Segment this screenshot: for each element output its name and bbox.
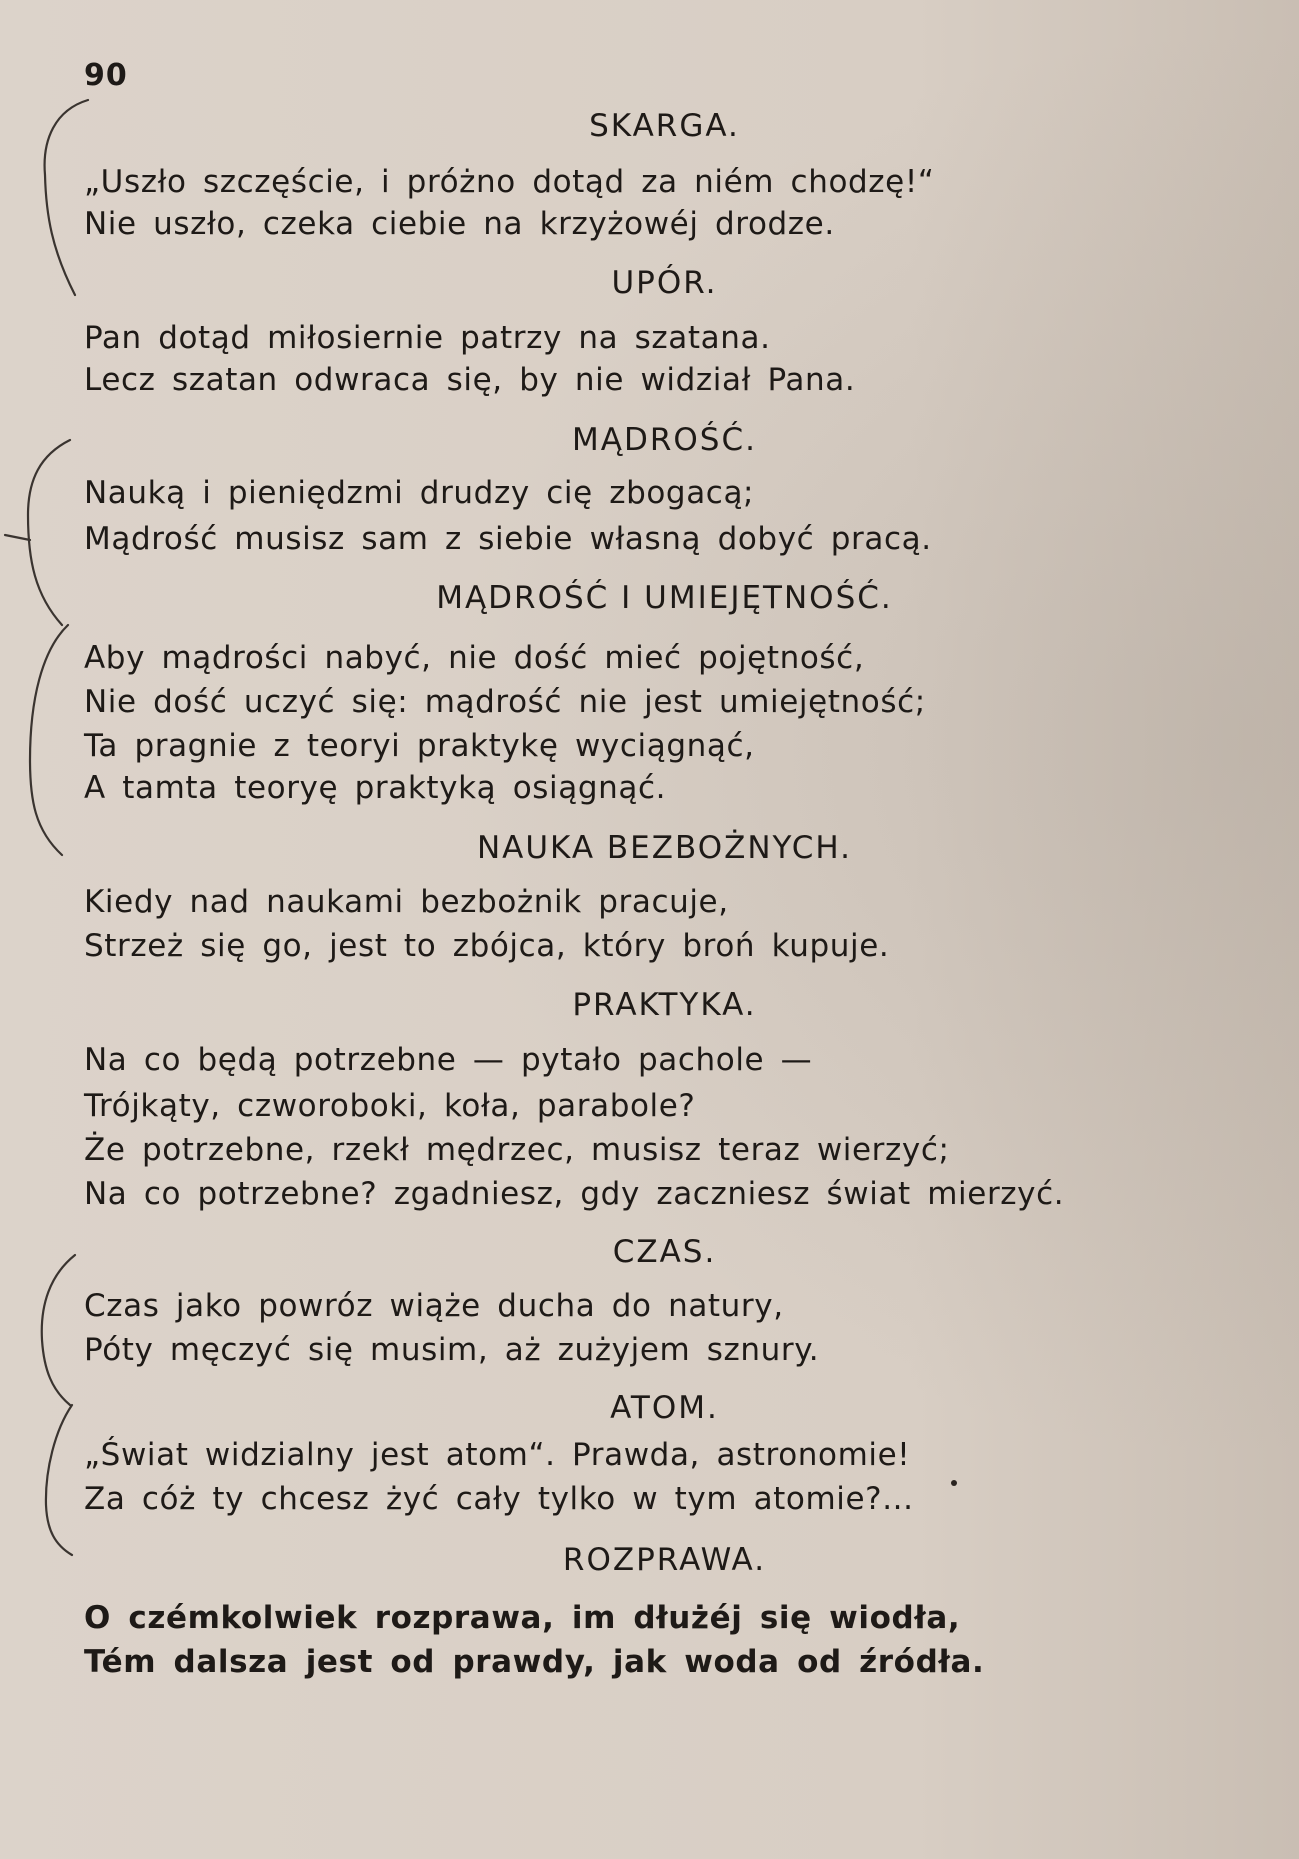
text-line: Póty męczyć się musim, aż zużyjem sznury. [84,1332,820,1368]
text-line: „Uszło szczęście, i próżno dotąd za niém chodzę!“ [84,164,935,200]
text-line: Kiedy nad naukami bezbożnik pracuje, [84,884,729,920]
page-number: 90 [84,58,128,93]
heading-rozprawa: ROZPRAWA. [562,1542,767,1578]
bracket-atom [46,1405,72,1555]
text-line: Czas jako powróz wiąże ducha do natury, [84,1288,784,1324]
heading-praktyka: PRAKTYKA. [572,987,757,1023]
text-line: Że potrzebne, rzekł mędrzec, musisz teraz wierzyć; [84,1132,950,1168]
heading-skarga: SKARGA. [589,108,740,144]
heading-nauka-bezboznych: NAUKA BEZBOŻNYCH. [476,830,853,866]
heading-upor: UPÓR. [611,265,718,301]
text-line: Nauką i pieniędzmi drudzy cię zbogacą; [84,475,755,511]
text-line: „Świat widzialny jest atom“. Prawda, astronomie! [84,1437,911,1473]
text-line: Za cóż ty chcesz żyć cały tylko w tym atomie?... [84,1481,914,1517]
text-line: Na co będą potrzebne — pytało pachole — [84,1042,813,1078]
heading-czas: CZAS. [612,1234,717,1270]
bracket-czas [42,1255,75,1405]
bracket-madrosc-dash [5,535,30,540]
heading-atom: ATOM. [610,1390,719,1426]
text-line: Strzeż się go, jest to zbójca, który broń kupuje. [84,928,890,964]
text-line: Tém dalsza jest od prawdy, jak woda od źródła. [84,1644,985,1680]
text-line: Lecz szatan odwraca się, by nie widział Pana. [84,362,856,398]
text-line: Na co potrzebne? zgadniesz, gdy zaczniesz świat mierzyć. [84,1176,1065,1212]
text-line: A tamta teoryę praktyką osiągnąć. [84,770,667,806]
text-line: Ta pragnie z teoryi praktykę wyciągnąć, [84,728,755,764]
text-line: Trójkąty, czworoboki, koła, parabole? [84,1088,696,1124]
text-line: Nie uszło, czeka ciebie na krzyżowéj drodze. [84,206,835,242]
bracket-madrosc-umiejetnosc [30,625,68,855]
heading-madrosc-i-umiejetnosc: MĄDROŚĆ I UMIEJĘTNOŚĆ. [436,580,893,616]
text-line: Pan dotąd miłosiernie patrzy na szatana. [84,320,771,356]
heading-madrosc: MĄDROŚĆ. [572,422,757,458]
text-line: Aby mądrości nabyć, nie dość mieć pojętność, [84,640,865,676]
text-line: Nie dość uczyć się: mądrość nie jest umiejętność; [84,684,926,720]
text-line: O czémkolwiek rozprawa, im dłużéj się wiodła, [84,1600,961,1636]
text-line: Mądrość musisz sam z siebie własną dobyć pracą. [84,521,932,557]
